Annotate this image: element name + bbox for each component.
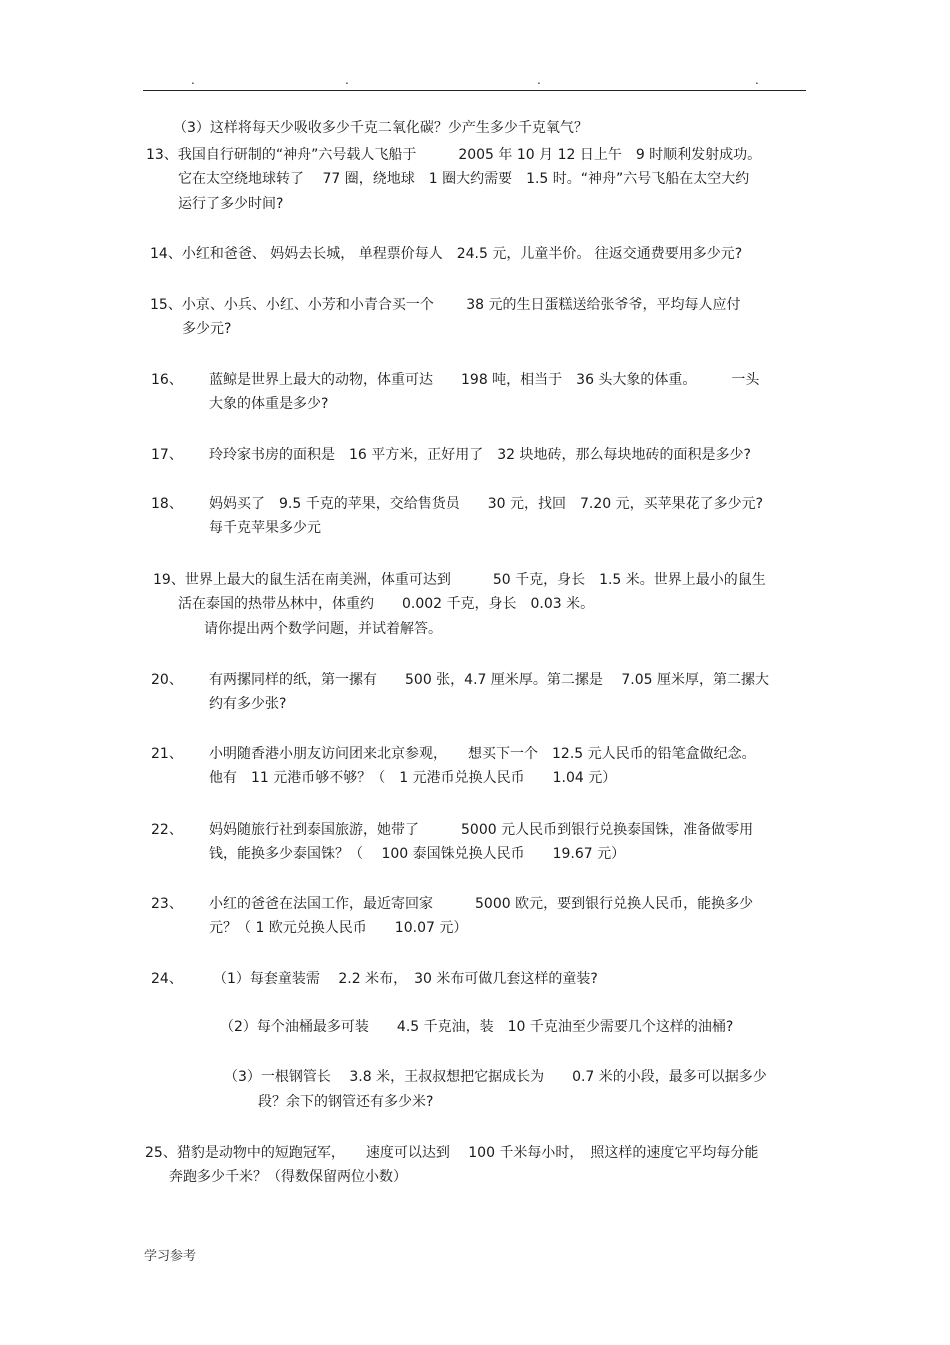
question-20-line-1: 有两摞同样的纸，第一摞有 500 张，4.7 厘米厚。第二摞是 7.05 厘米厚，第二摞大 <box>209 672 769 688</box>
header-dot: . <box>345 73 349 87</box>
question-16-line-1: 蓝鲸是世界上最大的动物，体重可达 198 吨，相当于 36 头大象的体重。 一头 <box>209 372 760 388</box>
question-22-line-2: 钱，能换多少泰国铢？（ 100 泰国铢兑换人民币 19.67 元） <box>209 846 626 862</box>
question-12-part-3: （3）这样将每天少吸收多少千克二氧化碳？少产生多少千克氧气？ <box>173 120 588 136</box>
question-22-line-1: 妈妈随旅行社到泰国旅游，她带了 5000 元人民币到银行兑换泰国铢，准备做零用 <box>209 822 754 838</box>
question-24-part-1: （1）每套童装需 2.2 米布， 30 米布可做几套这样的童装? <box>213 971 598 987</box>
question-13-line-2: 它在太空绕地球转了 77 圈，绕地球 1 圈大约需要 1.5 时。“神舟”六号飞船在太空大约 <box>178 171 750 187</box>
question-13-line-1: 13、我国自行研制的“神舟”六号载人飞船于 2005 年 10 月 12 日上午 9 时顺利发射成功。 <box>146 147 762 163</box>
question-number: 18、 <box>151 496 183 512</box>
header-rule <box>143 90 806 91</box>
question-20-line-2: 约有多少张? <box>209 696 287 712</box>
question-18-line-1: 妈妈买了 9.5 千克的苹果，交给售货员 30 元，找回 7.20 元，买苹果花了多少元? <box>209 496 764 512</box>
question-number: 23、 <box>151 896 183 912</box>
question-number: 20、 <box>151 672 183 688</box>
header-dot: . <box>191 73 195 87</box>
question-18-line-2: 每千克苹果多少元 <box>209 520 321 536</box>
question-13-line-3: 运行了多少时间? <box>178 196 284 212</box>
header-dot: . <box>755 73 759 87</box>
question-19-line-3: 请你提出两个数学问题，并试着解答。 <box>204 621 442 637</box>
question-number: 16、 <box>151 372 183 388</box>
question-21-line-1: 小明随香港小朋友访问团来北京参观， 想买下一个 12.5 元人民币的铅笔盒做纪念。 <box>209 746 756 762</box>
header-dot: . <box>537 73 541 87</box>
question-number: 17、 <box>151 447 183 463</box>
question-23-line-1: 小红的爸爸在法国工作，最近寄回家 5000 欧元，要到银行兑换人民币，能换多少 <box>209 896 754 912</box>
question-16-line-2: 大象的体重是多少? <box>209 396 329 412</box>
question-21-line-2: 他有 11 元港币够不够？（ 1 元港币兑换人民币 1.04 元） <box>209 770 617 786</box>
question-17: 玲玲家书房的面积是 16 平方米，正好用了 32 块地砖，那么每块地砖的面积是多少? <box>209 447 751 463</box>
question-15-line-1: 15、小京、小兵、小红、小芳和小青合买一个 38 元的生日蛋糕送给张爷爷，平均每人应付 <box>150 297 741 313</box>
question-number: 24、 <box>151 971 183 987</box>
question-24-part-3-line-1: （3）一根钢管长 3.8 米，王叔叔想把它据成长为 0.7 米的小段，最多可以据多少 <box>224 1069 767 1085</box>
footer-label: 学习参考 <box>144 1249 197 1264</box>
question-15-line-2: 多少元? <box>182 321 232 337</box>
question-24-part-3-line-2: 段？余下的钢管还有多少米? <box>258 1094 434 1110</box>
question-14: 14、小红和爸爸、 妈妈去长城， 单程票价每人 24.5 元，儿童半价。 往返交通费要用多少元? <box>150 246 743 262</box>
question-number: 21、 <box>151 746 183 762</box>
question-24-part-2: （2）每个油桶最多可装 4.5 千克油，装 10 千克油至少需要几个这样的油桶? <box>220 1019 734 1035</box>
question-25-line-2: 奔跑多少千米？（得数保留两位小数） <box>169 1169 407 1185</box>
question-25-line-1: 25、猎豹是动物中的短跑冠军， 速度可以达到 100 千米每小时， 照这样的速度它平均每分能 <box>145 1145 759 1161</box>
question-number: 22、 <box>151 822 183 838</box>
question-19-line-1: 19、世界上最大的鼠生活在南美洲，体重可达到 50 千克，身长 1.5 米。世界上最小的鼠生 <box>153 572 766 588</box>
question-23-line-2: 元？（ 1 欧元兑换人民币 10.07 元） <box>209 920 468 936</box>
question-19-line-2: 活在泰国的热带丛林中，体重约 0.002 千克，身长 0.03 米。 <box>178 596 595 612</box>
